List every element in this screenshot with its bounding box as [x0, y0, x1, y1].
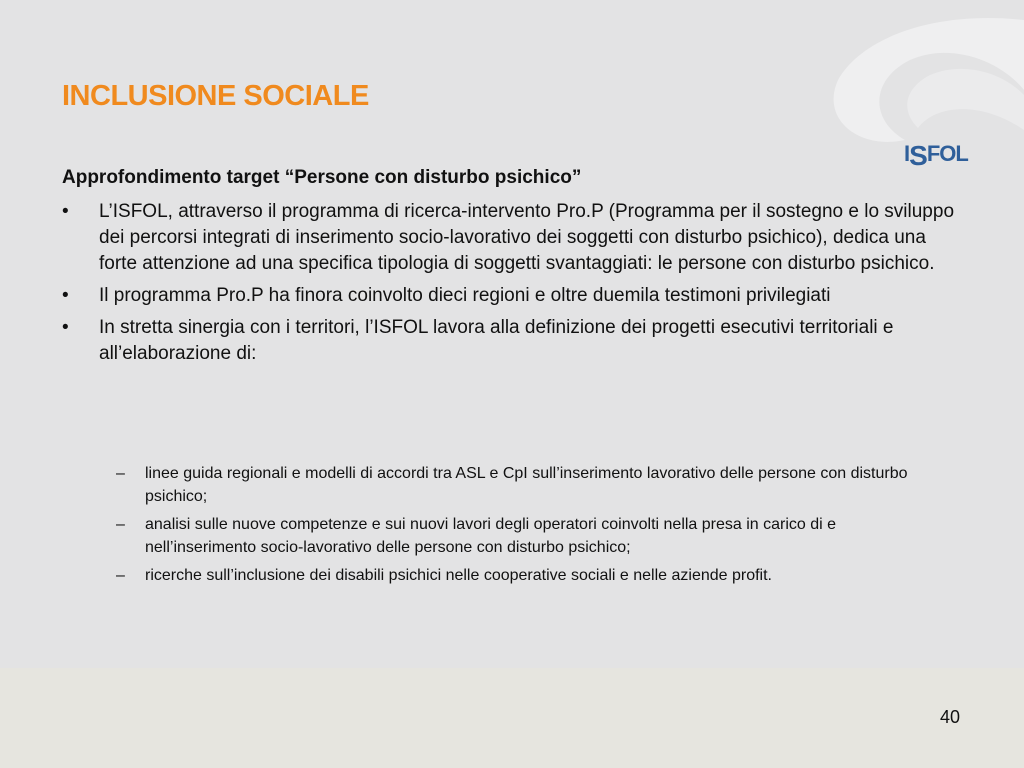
bullet-text: Il programma Pro.P ha finora coinvolto dieci regioni e oltre duemila testimoni privilegiati [99, 285, 831, 306]
sub-bullet-item [116, 462, 916, 508]
sub-bullet-item [116, 564, 916, 587]
dash-marker: – [116, 516, 125, 533]
bullet-item [62, 199, 962, 277]
footer-band [0, 668, 1024, 768]
slide-subtitle: Approfondimento target “Persone con disturbo psichico” [62, 167, 582, 188]
sub-bullet-list [116, 462, 916, 592]
bullet-list [62, 199, 962, 373]
bullet-text: In stretta sinergia con i territori, l’ISFOL lavora alla definizione dei progetti esecutivi territoriali e all’elaborazione di: [99, 317, 894, 364]
bullet-item [62, 315, 962, 367]
sub-bullet-text: analisi sulle nuove competenze e sui nuovi lavori degli operatori coinvolti nella presa in carico di e nell’inserimento socio-lavorativo delle persone con disturbo psichico; [145, 516, 837, 556]
bullet-marker: • [62, 317, 69, 338]
sub-bullet-text: linee guida regionali e modelli di accordi tra ASL e CpI sull’inserimento lavorativo delle persone con disturbo psichico; [145, 465, 908, 505]
slide-title: INCLUSIONE SOCIALE [62, 80, 369, 112]
page-number: 40 [940, 707, 961, 727]
sub-bullet-item [116, 513, 916, 559]
dash-marker: – [116, 465, 125, 482]
bullet-item [62, 283, 962, 309]
isfol-logo: ISFOL [904, 140, 968, 171]
bullet-marker: • [62, 285, 69, 306]
sub-bullet-text: ricerche sull’inclusione dei disabili psichici nelle cooperative sociali e nelle aziende profit. [145, 567, 772, 584]
bullet-text: L’ISFOL, attraverso il programma di ricerca-intervento Pro.P (Programma per il sostegno e lo sviluppo dei percorsi integrati di inserimento socio-lavorativo dei soggetti con disturbo psichico), dedica una forte attenzione ad una specifica tipologia di soggetti svantaggiati: le persone con disturbo psichico. [99, 201, 955, 274]
dash-marker: – [116, 567, 125, 584]
bullet-marker: • [62, 201, 69, 222]
